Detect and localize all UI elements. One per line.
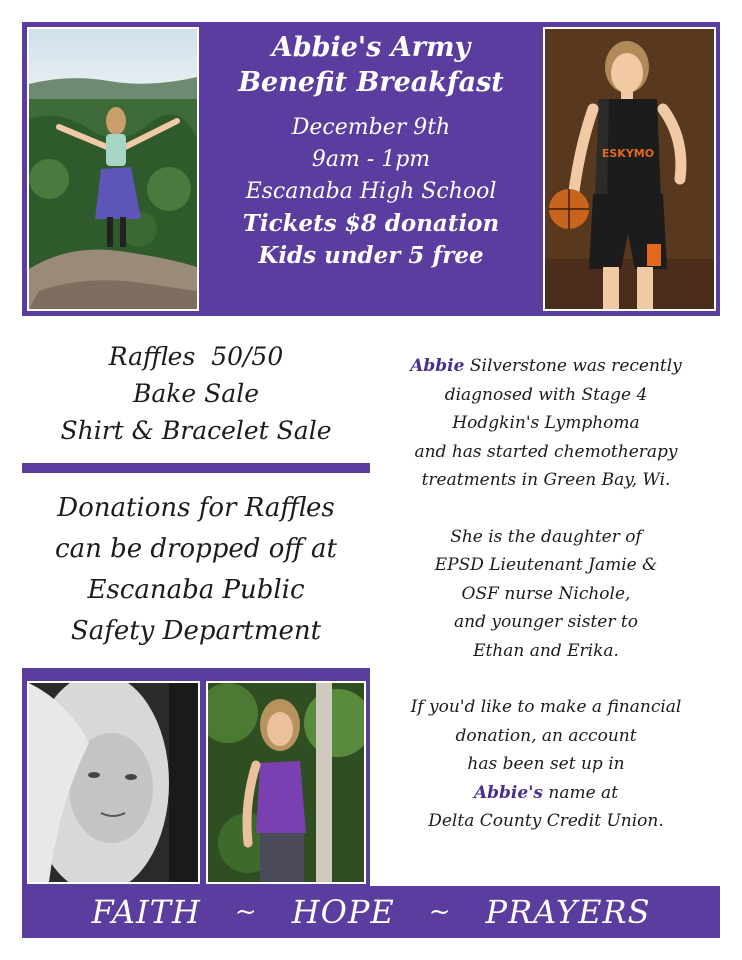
donations-line: can be dropped off at: [55, 534, 337, 564]
story-line: Delta County Credit Union.: [428, 811, 664, 831]
story-line: Hodgkin's Lymphoma: [452, 413, 640, 433]
faith-word: FAITH: [91, 893, 201, 931]
donations-line: Donations for Raffles: [57, 493, 335, 523]
story-paragraph-2: [380, 523, 712, 666]
story-line: OSF nurse Nichole,: [461, 583, 631, 604]
donations-info: [22, 488, 370, 652]
separator: ~: [428, 897, 452, 927]
story-text: [380, 352, 712, 836]
shirt-bracelet-line: Shirt & Bracelet Sale: [60, 416, 332, 445]
forest-scene: [208, 683, 364, 882]
raffles-line: Raffles 50/50: [108, 342, 284, 371]
story-line: donation, an account: [455, 725, 637, 746]
story-line: [380, 352, 712, 381]
divider: [22, 463, 370, 473]
photo-basketball-player: [543, 27, 716, 311]
footer-banner: [22, 886, 720, 938]
event-location: Escanaba High School: [245, 179, 497, 204]
event-time: 9am - 1pm: [311, 147, 431, 172]
story-line: treatments in Green Bay, Wi.: [421, 470, 671, 490]
prayers-word: PRAYERS: [485, 893, 651, 931]
raffles-list: [22, 338, 370, 449]
story-paragraph-1: [380, 352, 712, 495]
story-line: She is the daughter of: [450, 526, 642, 547]
story-line: EPSD Lieutenant Jamie &: [434, 555, 658, 575]
story-line-text: name at: [542, 782, 619, 803]
story-line: and has started chemotherapy: [414, 441, 678, 462]
divider: [22, 668, 370, 677]
abbies-name: Abbie's: [473, 782, 543, 803]
story-line: If you'd like to make a financial: [410, 697, 682, 717]
abbie-name: Abbie: [410, 356, 465, 376]
donations-line: Safety Department: [70, 616, 322, 646]
hiker-scene: [29, 29, 197, 309]
hope-word: HOPE: [291, 893, 395, 931]
donations-line: Escanaba Public: [87, 575, 305, 605]
story-paragraph-3: [380, 693, 712, 836]
story-line: Ethan and Erika.: [473, 640, 619, 661]
event-kids: Kids under 5 free: [258, 242, 484, 269]
event-title-line1: Abbie's Army: [271, 32, 471, 63]
jersey-text: ESKYMO: [601, 147, 655, 160]
story-line: diagnosed with Stage 4: [444, 384, 648, 405]
photo-girl-forest: [206, 681, 366, 884]
bw-portrait: [29, 683, 198, 882]
event-tickets: Tickets $8 donation: [242, 210, 500, 237]
player-scene: [545, 29, 714, 309]
event-header: [200, 30, 542, 272]
story-line: and younger sister to: [454, 612, 638, 632]
story-line-text: Silverstone was recently: [464, 356, 682, 376]
story-line: [380, 779, 712, 808]
story-line: has been set up in: [467, 754, 625, 774]
separator: ~: [234, 897, 258, 927]
event-date: December 9th: [291, 115, 451, 140]
photo-girl-black-white: [27, 681, 200, 884]
photo-girl-on-rock: [27, 27, 199, 311]
bake-sale-line: Bake Sale: [133, 379, 259, 408]
event-title-line2: Benefit Breakfast: [238, 67, 504, 98]
